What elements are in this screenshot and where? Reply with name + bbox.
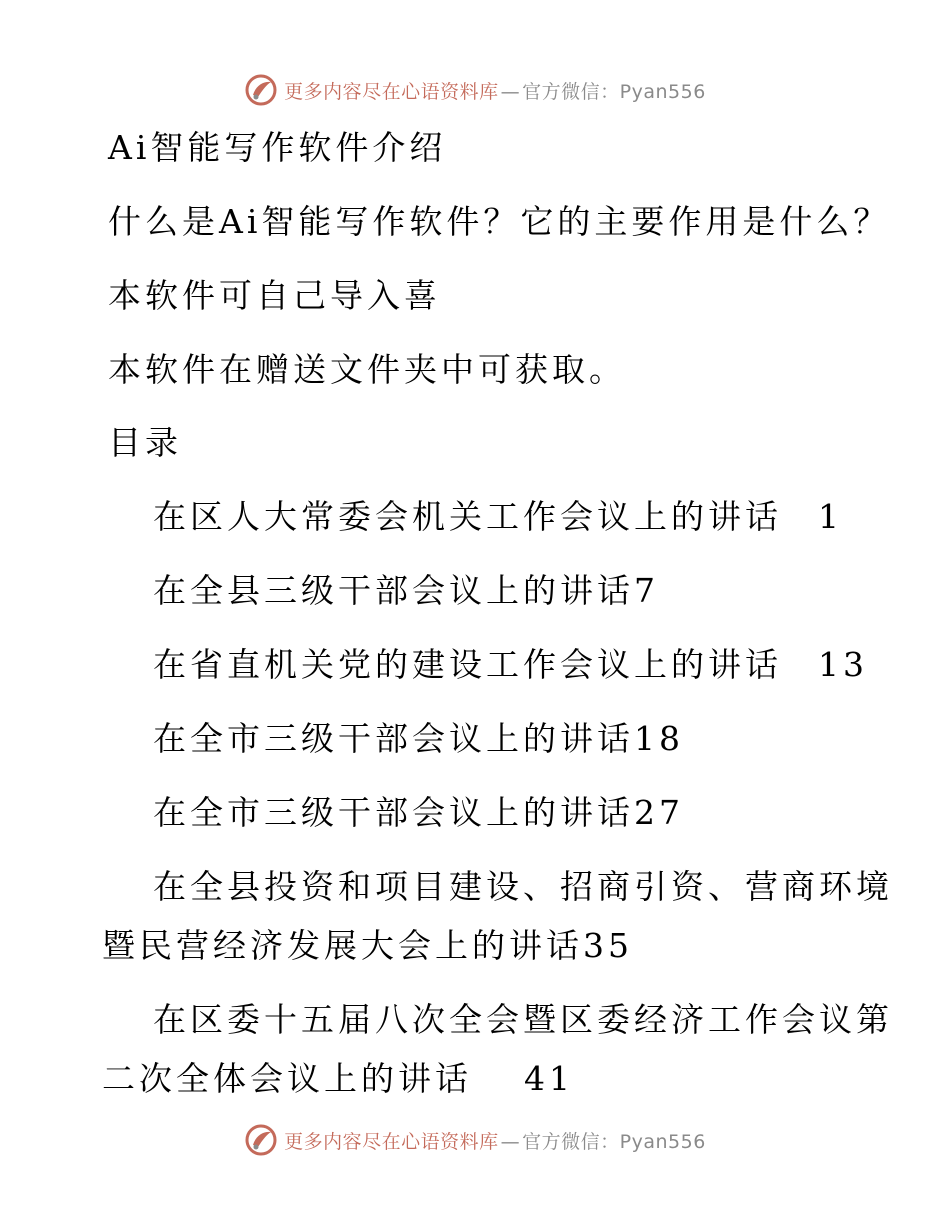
toc-entry-title: 暨民营经济发展大会上的讲话: [102, 926, 583, 965]
toc-entry-page: 35: [583, 926, 633, 965]
toc-entry-line1: 在区委十五届八次全会暨区委经济工作会议第: [153, 1000, 893, 1039]
toc-entry-line2: [102, 926, 633, 966]
toc-entry-page: 1: [818, 497, 843, 536]
doc-title: Ai智能写作软件介绍: [108, 128, 447, 167]
toc-entry: [153, 793, 684, 833]
brand-logo-icon: [244, 1123, 278, 1157]
toc-entry-title: 在区人大常委会机关工作会议上的讲话: [153, 497, 782, 536]
toc-entry: [153, 497, 843, 537]
brand-logo-icon: [244, 73, 278, 107]
toc-entry-title: 二次全体会议上的讲话: [102, 1059, 472, 1098]
toc-entry-page: 18: [634, 719, 684, 758]
toc-entry: [153, 645, 868, 685]
watermark-text: 更多内容尽在心语资料库: [284, 1130, 499, 1153]
toc-entry-line2: [102, 1059, 574, 1099]
watermark-banner-top: [0, 70, 950, 110]
watermark-wechat: 官方微信：Pyan556: [522, 80, 706, 103]
watermark-wechat: 官方微信：Pyan556: [522, 1130, 706, 1153]
watermark-banner-bottom: [0, 1120, 950, 1160]
watermark-text: 更多内容尽在心语资料库: [284, 80, 499, 103]
watermark-separator: —: [500, 80, 521, 103]
toc-entry-title: 在省直机关党的建设工作会议上的讲话: [153, 645, 782, 684]
toc-entry-page: 7: [634, 571, 659, 610]
toc-entry-page: 13: [818, 645, 868, 684]
toc-entry-title: 在全市三级干部会议上的讲话: [153, 793, 634, 832]
toc-heading: 目录: [108, 423, 182, 462]
toc-entry-page: 41: [524, 1059, 574, 1098]
toc-entry-title: 在全市三级干部会议上的讲话: [153, 719, 634, 758]
intro-line-3: 本软件可自己导入喜: [108, 276, 441, 315]
intro-question: 什么是Ai智能写作软件？它的主要作用是什么？: [108, 202, 891, 241]
toc-entry: [153, 719, 684, 759]
watermark-separator: —: [500, 1130, 521, 1153]
intro-line-4: 本软件在赠送文件夹中可获取。: [108, 350, 626, 389]
toc-entry-title: 在全县三级干部会议上的讲话: [153, 571, 634, 610]
toc-entry: [153, 571, 659, 611]
toc-entry-line1: 在全县投资和项目建设、招商引资、营商环境: [153, 867, 893, 906]
toc-entry-page: 27: [634, 793, 684, 832]
